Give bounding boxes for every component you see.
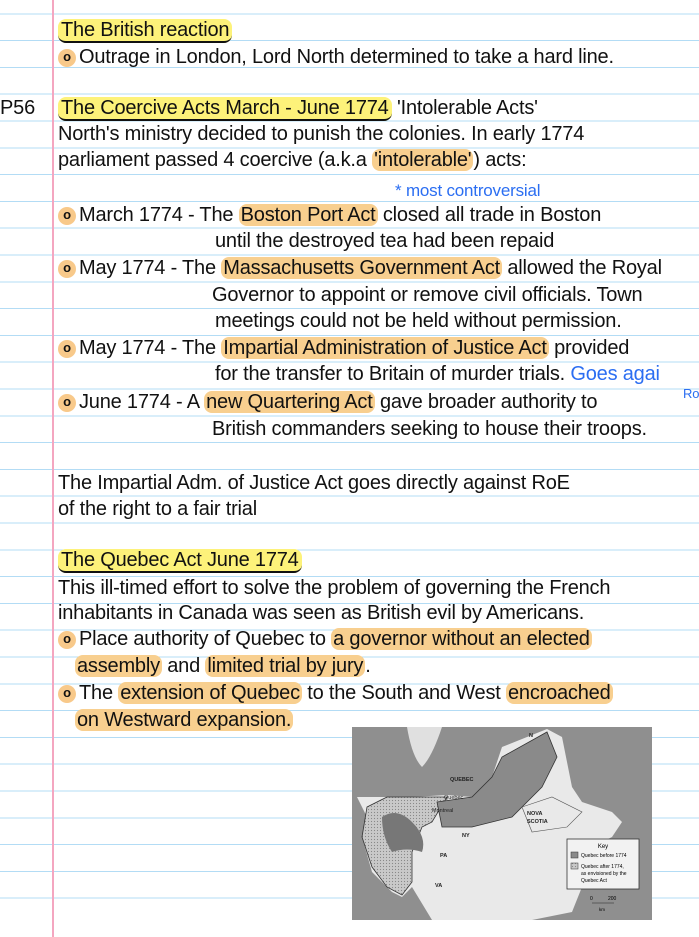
highlight: on Westward expansion.: [77, 709, 292, 731]
highlight: limited trial by jury: [207, 655, 364, 677]
text: parliament passed 4 coercive (a.k.a: [58, 149, 373, 171]
map-label: VA: [435, 883, 443, 889]
text-line: inhabitants in Canada was seen as British evil by Americans.: [58, 602, 585, 624]
margin-line: [52, 0, 54, 937]
map-label: NY: [462, 833, 470, 839]
bullet-authority: [58, 627, 592, 651]
map-key-after: Quebec Act: [581, 878, 607, 884]
act-text-cont: meetings could not be held without permission.: [215, 310, 622, 332]
bullet-icon: o: [58, 260, 76, 278]
text-line: This ill-timed effort to solve the problem of governing the French: [58, 577, 611, 599]
text: for the transfer to Britain of murder trials.: [215, 363, 566, 385]
map-key-before: Quebec before 1774: [581, 853, 627, 859]
map-north-arrow: N: [529, 733, 533, 739]
act-date: June 1774 - A: [79, 391, 205, 413]
act-name: new Quartering Act: [206, 391, 373, 413]
act-item: [58, 256, 662, 280]
act-text: closed all trade in Boston: [377, 204, 602, 226]
map-key-title: Key: [597, 844, 609, 850]
act-text-cont: British commanders seeking to house their troops.: [212, 418, 647, 440]
act-name: Massachusetts Government Act: [223, 257, 501, 279]
section-heading-coercive-acts: [58, 96, 538, 120]
act-date: May 1774 - The: [79, 337, 222, 359]
annotation-most-controversial: * most controversial: [395, 181, 541, 200]
map-scale-unit: km: [599, 907, 605, 912]
map-scale-label: 200: [608, 896, 617, 902]
map-key-after: as envisioned by the: [581, 871, 627, 877]
quebec-act-map: [352, 727, 652, 920]
map-label: SCOTIA: [527, 819, 548, 825]
heading-text: The Coercive Acts March - June 1774: [58, 97, 392, 121]
bullet-icon: o: [58, 394, 76, 412]
bullet-icon: o: [58, 340, 76, 358]
act-item: [58, 336, 629, 360]
act-text-cont: [215, 363, 660, 385]
act-text: provided: [548, 337, 630, 359]
heading-text: The Quebec Act June 1774: [58, 549, 302, 573]
act-date: May 1774 - The: [79, 257, 222, 279]
highlight: encroached: [507, 682, 611, 704]
act-date: March 1774 - The: [79, 204, 239, 226]
comment-line: of the right to a fair trial: [58, 498, 257, 520]
map-key-after: Quebec after 1774,: [581, 864, 624, 870]
bullet-extension-cont: [75, 708, 293, 732]
text: and: [161, 655, 206, 677]
highlight: assembly: [77, 655, 160, 677]
bullet-text: Outrage in London, Lord North determined to take a hard line.: [79, 46, 614, 68]
annotation-cut: Ro: [683, 386, 699, 401]
highlight: extension of Quebec: [120, 682, 300, 704]
heading-text: The British reaction: [58, 19, 232, 43]
act-item: [58, 390, 597, 414]
map-label: Quebec: [444, 795, 464, 801]
map-scale-label: 0: [590, 896, 593, 902]
text: Place authority of Quebec to: [79, 628, 332, 650]
section-heading-british-reaction: [58, 18, 232, 42]
page-reference: P56: [0, 97, 35, 119]
act-item: [58, 203, 601, 227]
act-text-cont: until the destroyed tea had been repaid: [215, 230, 555, 252]
bullet-authority-cont: [75, 654, 371, 678]
map-label: Montreal: [432, 808, 454, 814]
annotation: Goes agai: [570, 363, 660, 385]
act-text-cont: Governor to appoint or remove civil officials. Town: [212, 284, 643, 306]
map-label: QUEBEC: [450, 777, 474, 783]
bullet-icon: o: [58, 685, 76, 703]
text: to the South and West: [301, 682, 506, 704]
map-label: NOVA: [527, 811, 543, 817]
act-text: allowed the Royal: [502, 257, 662, 279]
text-line: [58, 148, 526, 172]
act-name: Boston Port Act: [240, 204, 376, 226]
bullet-icon: o: [58, 207, 76, 225]
bullet-outrage: [58, 45, 614, 69]
act-name: Impartial Administration of Justice Act: [223, 337, 547, 359]
text-line: North's ministry decided to punish the colonies. In early 1774: [58, 123, 585, 145]
bullet-icon: o: [58, 631, 76, 649]
bullet-extension: [58, 681, 613, 705]
highlight: a governor without an elected: [333, 628, 590, 650]
heading-aka: 'Intolerable Acts': [391, 97, 538, 119]
act-text: gave broader authority to: [374, 391, 598, 413]
comment-line: The Impartial Adm. of Justice Act goes directly against RoE: [58, 472, 570, 494]
text: .: [365, 655, 371, 677]
text: ) acts:: [473, 149, 527, 171]
highlight: 'intolerable': [374, 149, 472, 171]
section-heading-quebec-act: [58, 548, 302, 572]
bullet-icon: o: [58, 49, 76, 67]
map-label: PA: [440, 853, 448, 859]
text: The: [79, 682, 119, 704]
